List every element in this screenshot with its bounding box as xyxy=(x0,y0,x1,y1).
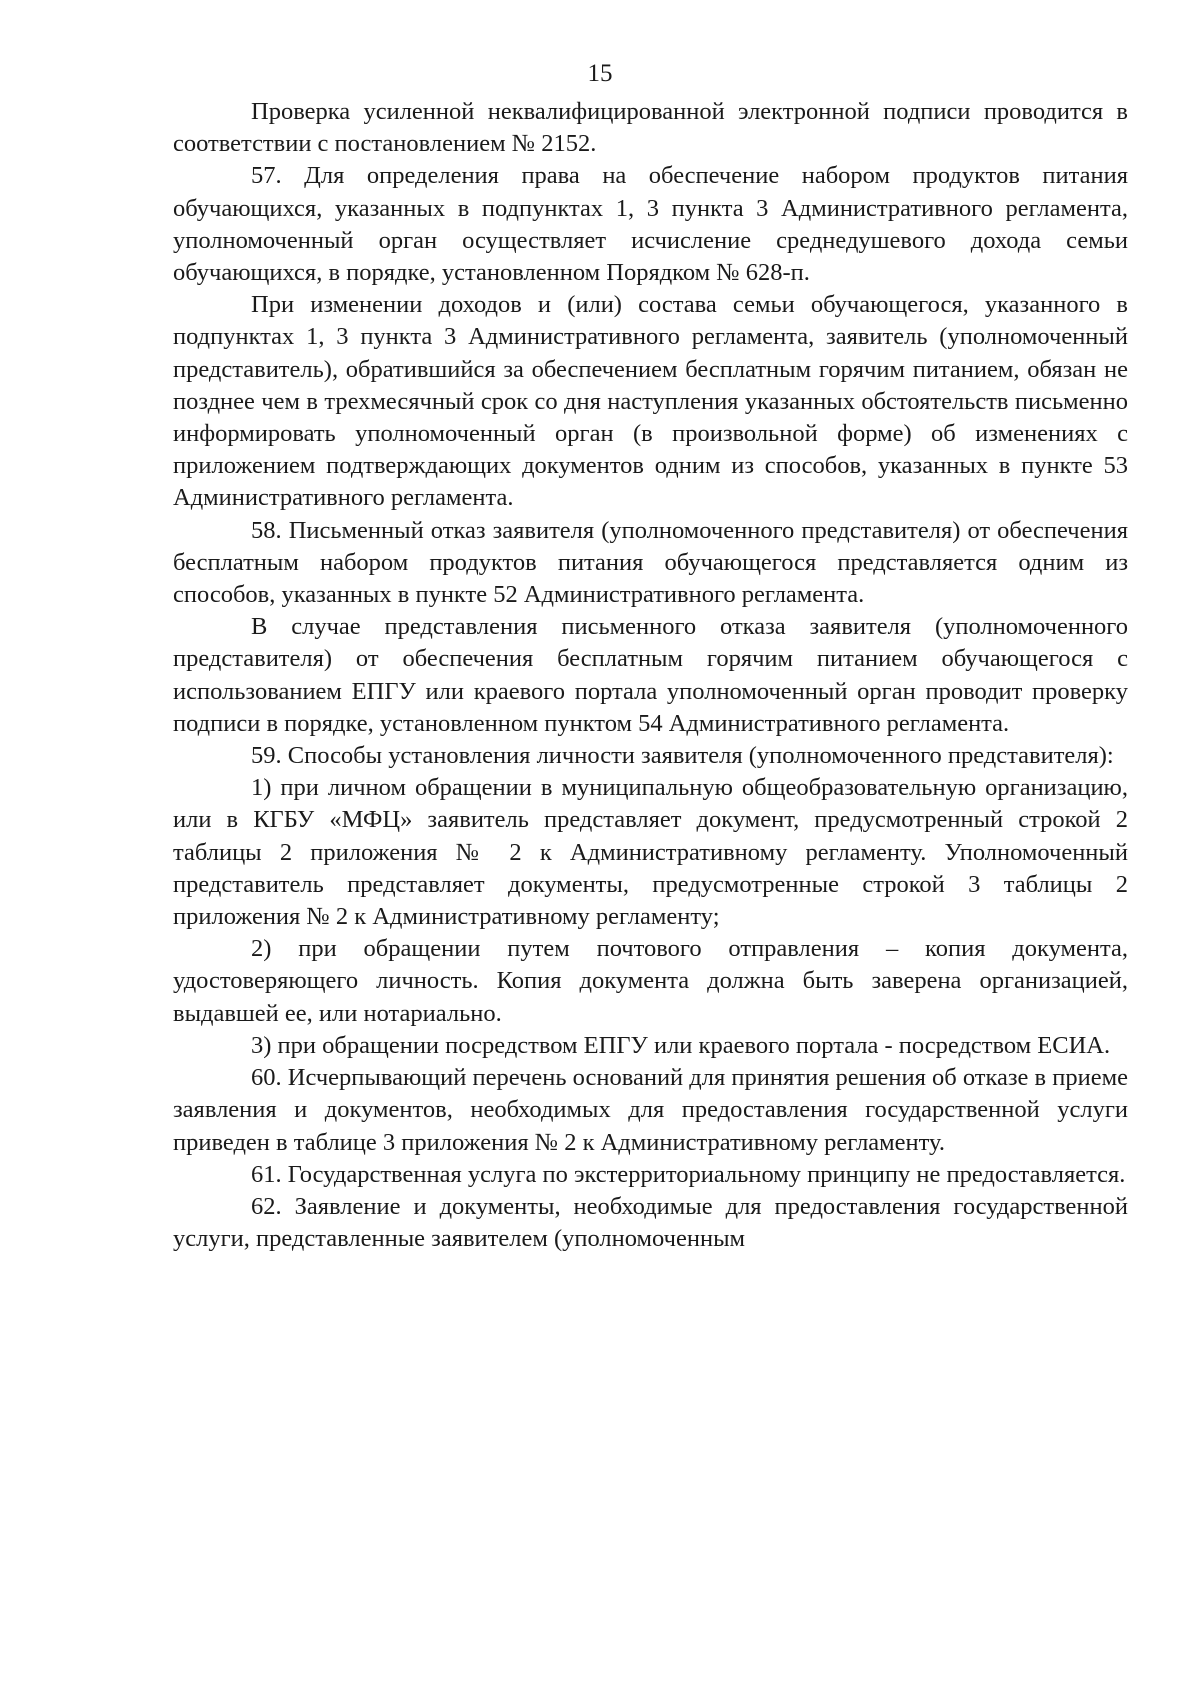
paragraph-62: 62. Заявление и документы, необходимые для предоставления государственной услуги, представленные заявителем (уполномоченным xyxy=(173,1192,1128,1253)
paragraph-59: 59. Способы установления личности заявителя (уполномоченного представителя): xyxy=(251,742,1114,770)
paragraph-59-item-3: 3) при обращении посредством ЕПГУ или краевого портала - посредством ЕСИА. xyxy=(251,1031,1111,1059)
paragraph-signature-check: Проверка усиленной неквалифицированной электронной подписи проводится в соответствии с постановлением № 2152. xyxy=(173,98,1128,158)
paragraph-59-item-1: 1) при личном обращении в муниципальную общеобразовательную организацию, или в КГБУ «МФЦ» заявитель представляет документ, предусмотренный строкой 2 таблицы 2 приложения № 2 к Административному регламенту. Уполномоченный представитель представляет документы, предусмотренные строкой 3 таблицы 2 приложения № 2 к Административному регламенту; xyxy=(173,774,1128,931)
document-body xyxy=(173,96,1128,1255)
paragraph-59-item-2: 2) при обращении путем почтового отправления – копия документа, удостоверяющего личность. Копия документа должна быть заверена организацией, выдавшей ее, или нотариально. xyxy=(173,935,1128,1027)
paragraph-refusal-epgu: В случае представления письменного отказа заявителя (уполномоченного представителя) от обеспечения бесплатным горячим питанием обучающегося с использованием ЕПГУ или краевого портала уполномоченный орган проводит проверку подписи в порядке, установленном пунктом 54 Административного регламента. xyxy=(173,613,1128,737)
paragraph-57: 57. Для определения права на обеспечение набором продуктов питания обучающихся, указанных в подпунктах 1, 3 пункта 3 Административного регламента, уполномоченный орган осуществляет исчисление среднедушевого дохода семьи обучающихся, в порядке, установленном Порядком № 628-п. xyxy=(173,162,1128,287)
paragraph-60: 60. Исчерпывающий перечень оснований для принятия решения об отказе в приеме заявления и документов, необходимых для предоставления государственной услуги приведен в таблице 3 приложения № 2 к Административному регламенту. xyxy=(173,1064,1128,1156)
paragraph-income-change: При изменении доходов и (или) состава семьи обучающегося, указанного в подпунктах 1, 3 пункта 3 Административного регламента, заявитель (уполномоченный представитель), обратившийся за обеспечением бесплатным горячим питанием, обязан не позднее чем в трехмесячный срок со дня наступления указанных обстоятельств письменно информировать уполномоченный орган (в произвольной форме) об изменениях с приложением подтверждающих документов одним из способов, указанных в пункте 53 Административного регламента. xyxy=(173,291,1128,512)
page-number: 15 xyxy=(587,60,613,87)
paragraph-61: 61. Государственная услуга по экстерриториальному принципу не предоставляется. xyxy=(251,1160,1126,1188)
paragraph-58: 58. Письменный отказ заявителя (уполномоченного представителя) от обеспечения бесплатным набором продуктов питания обучающегося представляется одним из способов, указанных в пункте 52 Административного регламента. xyxy=(173,516,1128,609)
